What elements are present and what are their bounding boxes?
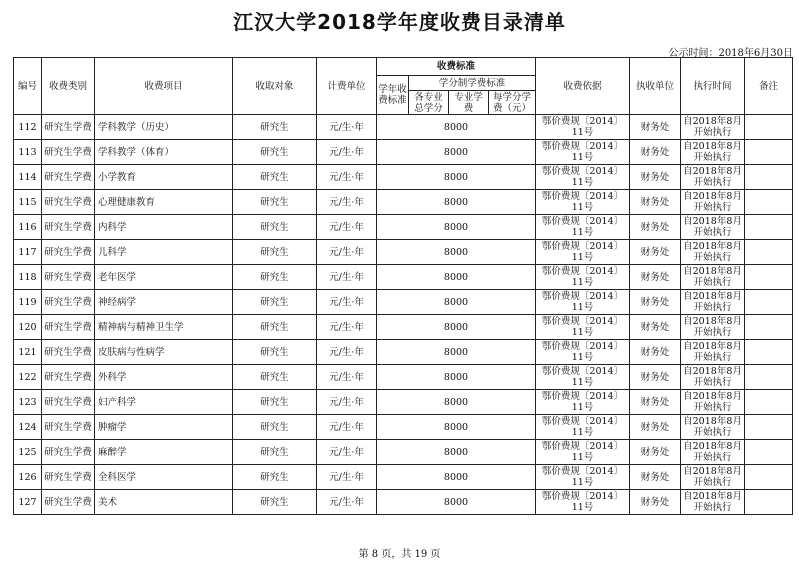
cell-item: 儿科学 xyxy=(95,240,233,265)
cell-fee: 8000 xyxy=(377,390,536,415)
cell-target: 研究生 xyxy=(233,115,317,140)
cell-unit: 元/生·年 xyxy=(317,315,377,340)
table-row xyxy=(14,315,793,340)
cell-time: 自2018年8月开始执行 xyxy=(681,440,745,465)
table-row xyxy=(14,140,793,165)
cell-basis: 鄂价费规〔2014〕11号 xyxy=(536,465,630,490)
cell-target: 研究生 xyxy=(233,490,317,515)
cell-time: 自2018年8月开始执行 xyxy=(681,215,745,240)
cell-unit: 元/生·年 xyxy=(317,390,377,415)
cell-basis: 鄂价费规〔2014〕11号 xyxy=(536,290,630,315)
cell-dept: 财务处 xyxy=(630,465,681,490)
cell-item: 全科医学 xyxy=(95,465,233,490)
cell-note xyxy=(745,115,793,140)
cell-fee: 8000 xyxy=(377,165,536,190)
cell-target: 研究生 xyxy=(233,290,317,315)
cell-unit: 元/生·年 xyxy=(317,240,377,265)
cell-target: 研究生 xyxy=(233,140,317,165)
cell-item: 美术 xyxy=(95,490,233,515)
cell-unit: 元/生·年 xyxy=(317,265,377,290)
cell-target: 研究生 xyxy=(233,190,317,215)
cell-dept: 财务处 xyxy=(630,165,681,190)
cell-note xyxy=(745,315,793,340)
cell-basis: 鄂价费规〔2014〕11号 xyxy=(536,440,630,465)
cell-item: 内科学 xyxy=(95,215,233,240)
cell-fee: 8000 xyxy=(377,240,536,265)
cell-fee: 8000 xyxy=(377,415,536,440)
cell-item: 麻醉学 xyxy=(95,440,233,465)
cell-note xyxy=(745,440,793,465)
cell-no: 115 xyxy=(14,190,42,215)
cell-dept: 财务处 xyxy=(630,440,681,465)
cell-unit: 元/生·年 xyxy=(317,440,377,465)
cell-item: 学科教学（历史） xyxy=(95,115,233,140)
cell-basis: 鄂价费规〔2014〕11号 xyxy=(536,365,630,390)
table-row xyxy=(14,165,793,190)
cell-dept: 财务处 xyxy=(630,140,681,165)
cell-note xyxy=(745,215,793,240)
cell-no: 117 xyxy=(14,240,42,265)
cell-category: 研究生学费 xyxy=(42,290,95,315)
cell-note xyxy=(745,165,793,190)
cell-no: 125 xyxy=(14,440,42,465)
cell-target: 研究生 xyxy=(233,465,317,490)
cell-time: 自2018年8月开始执行 xyxy=(681,315,745,340)
cell-time: 自2018年8月开始执行 xyxy=(681,115,745,140)
cell-note xyxy=(745,140,793,165)
cell-time: 自2018年8月开始执行 xyxy=(681,165,745,190)
cell-item: 神经病学 xyxy=(95,290,233,315)
cell-note xyxy=(745,240,793,265)
cell-target: 研究生 xyxy=(233,415,317,440)
cell-unit: 元/生·年 xyxy=(317,465,377,490)
cell-time: 自2018年8月开始执行 xyxy=(681,265,745,290)
cell-no: 112 xyxy=(14,115,42,140)
cell-item: 老年医学 xyxy=(95,265,233,290)
table-row xyxy=(14,240,793,265)
cell-category: 研究生学费 xyxy=(42,165,95,190)
cell-category: 研究生学费 xyxy=(42,365,95,390)
header-basis: 收费依据 xyxy=(536,58,630,115)
cell-basis: 鄂价费规〔2014〕11号 xyxy=(536,190,630,215)
cell-category: 研究生学费 xyxy=(42,265,95,290)
cell-dept: 财务处 xyxy=(630,215,681,240)
cell-target: 研究生 xyxy=(233,165,317,190)
table-row xyxy=(14,190,793,215)
header-note: 备注 xyxy=(745,58,793,115)
cell-unit: 元/生·年 xyxy=(317,215,377,240)
cell-item: 妇产科学 xyxy=(95,390,233,415)
cell-basis: 鄂价费规〔2014〕11号 xyxy=(536,315,630,340)
cell-note xyxy=(745,265,793,290)
cell-time: 自2018年8月开始执行 xyxy=(681,415,745,440)
cell-unit: 元/生·年 xyxy=(317,140,377,165)
table-row xyxy=(14,390,793,415)
header-target: 收取对象 xyxy=(233,58,317,115)
cell-fee: 8000 xyxy=(377,265,536,290)
cell-time: 自2018年8月开始执行 xyxy=(681,390,745,415)
publish-date: 公示时间：2018年6月30日 xyxy=(668,48,793,59)
cell-unit: 元/生·年 xyxy=(317,340,377,365)
cell-note xyxy=(745,290,793,315)
cell-no: 119 xyxy=(14,290,42,315)
cell-time: 自2018年8月开始执行 xyxy=(681,240,745,265)
cell-target: 研究生 xyxy=(233,215,317,240)
cell-target: 研究生 xyxy=(233,315,317,340)
cell-unit: 元/生·年 xyxy=(317,290,377,315)
table-row xyxy=(14,415,793,440)
cell-category: 研究生学费 xyxy=(42,215,95,240)
cell-basis: 鄂价费规〔2014〕11号 xyxy=(536,215,630,240)
page-footer: 第 8 页，共 19 页 xyxy=(358,549,441,560)
cell-note xyxy=(745,190,793,215)
cell-category: 研究生学费 xyxy=(42,465,95,490)
cell-fee: 8000 xyxy=(377,465,536,490)
table-row xyxy=(14,340,793,365)
cell-no: 127 xyxy=(14,490,42,515)
cell-basis: 鄂价费规〔2014〕11号 xyxy=(536,115,630,140)
cell-dept: 财务处 xyxy=(630,315,681,340)
cell-time: 自2018年8月开始执行 xyxy=(681,290,745,315)
cell-basis: 鄂价费规〔2014〕11号 xyxy=(536,390,630,415)
header-total-credit: 各专业总学分 xyxy=(409,91,449,115)
cell-note xyxy=(745,390,793,415)
cell-fee: 8000 xyxy=(377,140,536,165)
cell-time: 自2018年8月开始执行 xyxy=(681,465,745,490)
cell-fee: 8000 xyxy=(377,115,536,140)
cell-item: 小学教育 xyxy=(95,165,233,190)
header-item: 收费项目 xyxy=(95,58,233,115)
table-row xyxy=(14,290,793,315)
cell-dept: 财务处 xyxy=(630,265,681,290)
cell-basis: 鄂价费规〔2014〕11号 xyxy=(536,240,630,265)
cell-dept: 财务处 xyxy=(630,340,681,365)
cell-unit: 元/生·年 xyxy=(317,365,377,390)
cell-no: 124 xyxy=(14,415,42,440)
cell-target: 研究生 xyxy=(233,240,317,265)
header-per-credit: 每学分学费（元） xyxy=(489,91,536,115)
cell-target: 研究生 xyxy=(233,265,317,290)
cell-unit: 元/生·年 xyxy=(317,115,377,140)
cell-target: 研究生 xyxy=(233,365,317,390)
header-unit: 计费单位 xyxy=(317,58,377,115)
cell-category: 研究生学费 xyxy=(42,340,95,365)
cell-dept: 财务处 xyxy=(630,490,681,515)
cell-item: 精神病与精神卫生学 xyxy=(95,315,233,340)
cell-basis: 鄂价费规〔2014〕11号 xyxy=(536,415,630,440)
cell-category: 研究生学费 xyxy=(42,115,95,140)
table-row xyxy=(14,265,793,290)
cell-no: 126 xyxy=(14,465,42,490)
cell-no: 123 xyxy=(14,390,42,415)
header-yearly: 学年收费标准 xyxy=(377,76,409,115)
cell-category: 研究生学费 xyxy=(42,390,95,415)
cell-item: 外科学 xyxy=(95,365,233,390)
cell-no: 121 xyxy=(14,340,42,365)
cell-dept: 财务处 xyxy=(630,365,681,390)
cell-dept: 财务处 xyxy=(630,290,681,315)
cell-category: 研究生学费 xyxy=(42,415,95,440)
cell-time: 自2018年8月开始执行 xyxy=(681,190,745,215)
table-row xyxy=(14,115,793,140)
cell-dept: 财务处 xyxy=(630,240,681,265)
cell-note xyxy=(745,340,793,365)
cell-fee: 8000 xyxy=(377,365,536,390)
cell-note xyxy=(745,365,793,390)
header-no: 编号 xyxy=(14,58,42,115)
cell-item: 学科教学（体育） xyxy=(95,140,233,165)
table-body xyxy=(14,115,793,515)
cell-unit: 元/生·年 xyxy=(317,165,377,190)
cell-fee: 8000 xyxy=(377,340,536,365)
table-row xyxy=(14,465,793,490)
page-title: 江汉大学2018学年度收费目录清单 xyxy=(233,10,566,34)
cell-category: 研究生学费 xyxy=(42,140,95,165)
table-row xyxy=(14,365,793,390)
cell-category: 研究生学费 xyxy=(42,190,95,215)
cell-dept: 财务处 xyxy=(630,115,681,140)
cell-unit: 元/生·年 xyxy=(317,190,377,215)
cell-fee: 8000 xyxy=(377,440,536,465)
fee-table xyxy=(13,57,793,515)
cell-time: 自2018年8月开始执行 xyxy=(681,340,745,365)
cell-category: 研究生学费 xyxy=(42,315,95,340)
cell-time: 自2018年8月开始执行 xyxy=(681,490,745,515)
cell-dept: 财务处 xyxy=(630,390,681,415)
cell-unit: 元/生·年 xyxy=(317,490,377,515)
cell-fee: 8000 xyxy=(377,215,536,240)
cell-time: 自2018年8月开始执行 xyxy=(681,140,745,165)
cell-no: 120 xyxy=(14,315,42,340)
cell-unit: 元/生·年 xyxy=(317,415,377,440)
header-category: 收费类别 xyxy=(42,58,95,115)
header-credit-system: 学分制学费标准 xyxy=(409,76,536,91)
cell-no: 122 xyxy=(14,365,42,390)
cell-basis: 鄂价费规〔2014〕11号 xyxy=(536,490,630,515)
cell-no: 116 xyxy=(14,215,42,240)
cell-target: 研究生 xyxy=(233,390,317,415)
cell-note xyxy=(745,415,793,440)
cell-basis: 鄂价费规〔2014〕11号 xyxy=(536,140,630,165)
cell-fee: 8000 xyxy=(377,490,536,515)
cell-category: 研究生学费 xyxy=(42,490,95,515)
header-standard: 收费标准 xyxy=(377,58,536,76)
table-row xyxy=(14,440,793,465)
header-dept: 执收单位 xyxy=(630,58,681,115)
cell-no: 113 xyxy=(14,140,42,165)
cell-item: 心理健康教育 xyxy=(95,190,233,215)
cell-basis: 鄂价费规〔2014〕11号 xyxy=(536,340,630,365)
table-row xyxy=(14,215,793,240)
cell-item: 肿瘤学 xyxy=(95,415,233,440)
cell-basis: 鄂价费规〔2014〕11号 xyxy=(536,265,630,290)
header-time: 执行时间 xyxy=(681,58,745,115)
cell-item: 皮肤病与性病学 xyxy=(95,340,233,365)
cell-fee: 8000 xyxy=(377,315,536,340)
cell-fee: 8000 xyxy=(377,290,536,315)
cell-fee: 8000 xyxy=(377,190,536,215)
cell-no: 118 xyxy=(14,265,42,290)
header-major-fee: 专业学费 xyxy=(449,91,489,115)
table-row xyxy=(14,490,793,515)
cell-category: 研究生学费 xyxy=(42,440,95,465)
cell-category: 研究生学费 xyxy=(42,240,95,265)
cell-note xyxy=(745,490,793,515)
cell-dept: 财务处 xyxy=(630,415,681,440)
cell-note xyxy=(745,465,793,490)
cell-no: 114 xyxy=(14,165,42,190)
cell-target: 研究生 xyxy=(233,340,317,365)
cell-dept: 财务处 xyxy=(630,190,681,215)
cell-basis: 鄂价费规〔2014〕11号 xyxy=(536,165,630,190)
cell-target: 研究生 xyxy=(233,440,317,465)
cell-time: 自2018年8月开始执行 xyxy=(681,365,745,390)
